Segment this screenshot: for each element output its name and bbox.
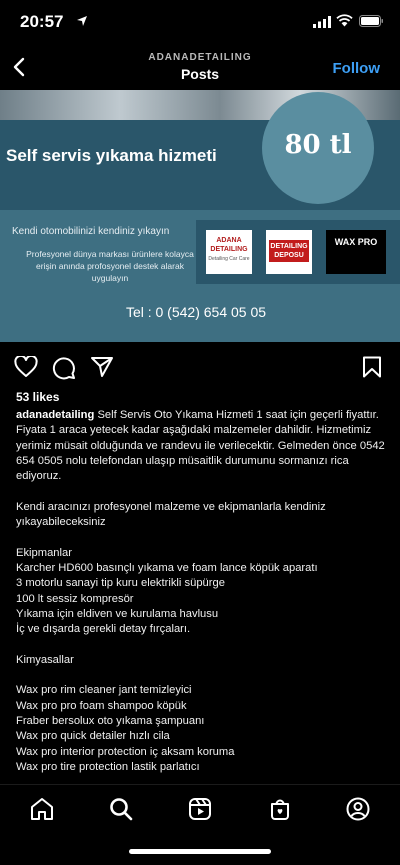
page-title: Posts (180, 66, 220, 82)
location-arrow-icon (76, 15, 88, 27)
wifi-icon (336, 14, 353, 27)
heart-icon[interactable] (14, 356, 38, 378)
caption-line: Wax pro tire protection lastik parlatıcı (16, 760, 200, 773)
comment-icon[interactable] (52, 356, 76, 380)
posts-header (0, 44, 400, 90)
post-price: 80 tl (284, 130, 352, 160)
profile-icon[interactable] (346, 797, 370, 821)
shop-icon[interactable] (268, 797, 292, 821)
caption-line: Fraber bersolux oto yıkama şampuanı (16, 714, 205, 727)
header-username: ADANADETAILING (148, 52, 252, 63)
post-image[interactable] (0, 90, 400, 342)
reels-icon[interactable] (188, 797, 212, 821)
caption-line: Wax pro pro foam shampoo köpük (16, 699, 187, 712)
share-icon[interactable] (90, 356, 114, 378)
battery-icon (359, 15, 384, 27)
post-description: Profesyonel dünya markası ürünlere kolayca erişin anında profosyonel destek alarak uygulayın (26, 249, 194, 283)
caption-line: 100 lt sessiz kompresör (16, 592, 134, 605)
post-headline: Self servis yıkama hizmeti (6, 146, 217, 165)
post-caption (16, 408, 388, 775)
status-time: 20:57 (20, 12, 64, 31)
caption-line: Wax pro quick detailer hızlı cila (16, 730, 170, 743)
bookmark-icon[interactable] (362, 356, 382, 378)
post-subtitle: Kendi otomobilinizi kendiniz yıkayın (12, 226, 170, 237)
post-phone: Tel : 0 (542) 654 05 05 (125, 304, 267, 320)
signal-icon (313, 16, 331, 28)
follow-button[interactable]: Follow (332, 60, 380, 77)
caption-line: Kendi aracınızı profesyonel malzeme ve ekipmanlarla kendiniz yıkayabileceksiniz (16, 500, 326, 529)
home-indicator[interactable] (129, 849, 271, 854)
caption-line: Wax pro rim cleaner jant temizleyici (16, 684, 192, 697)
caption-line: Wax pro interior protection iç aksam koruma (16, 745, 235, 758)
adana-detailing-logo: ADANA DETAILING Detailing Car Care (206, 230, 252, 274)
status-bar (0, 0, 400, 44)
likes-count[interactable]: 53 likes (16, 390, 60, 404)
home-icon[interactable] (30, 797, 54, 821)
wax-pro-logo: WAX PRO (326, 230, 386, 274)
caption-line-0: adanadetailing Self Servis Oto Yıkama Hizmeti 1 saat için geçerli fiyattır. Fiyata 1 araca yetecek kadar aşağıdaki malzemeler dahildir. Hizmetimiz yerimiz müsait olduğunda ve randevu ile verilecektir. Gelmeden önce 0542 654 0505 nolu telefondan ulaşıp müsaitlik durumunu sormanızı rica ediyoruz. (16, 409, 385, 483)
caption-username[interactable]: adanadetailing (16, 409, 95, 421)
caption-line: Ekipmanlar (16, 546, 72, 559)
brand-logos (196, 220, 400, 284)
detailing-deposu-logo: DETAILING DEPOSU (266, 230, 312, 274)
search-icon[interactable] (109, 797, 133, 821)
caption-line: Yıkama için eldiven ve kurulama havlusu (16, 607, 219, 620)
caption-line: 3 motorlu sanayi tip kuru elektrikli süpürge (16, 577, 225, 590)
caption-line: Kimyasallar (16, 653, 74, 666)
caption-line: Karcher HD600 basınçlı yıkama ve foam lance köpük aparatı (16, 561, 318, 574)
post-actions (0, 350, 400, 384)
caption-line: İç ve dışarda gerekli detay fırçaları. (16, 623, 191, 636)
